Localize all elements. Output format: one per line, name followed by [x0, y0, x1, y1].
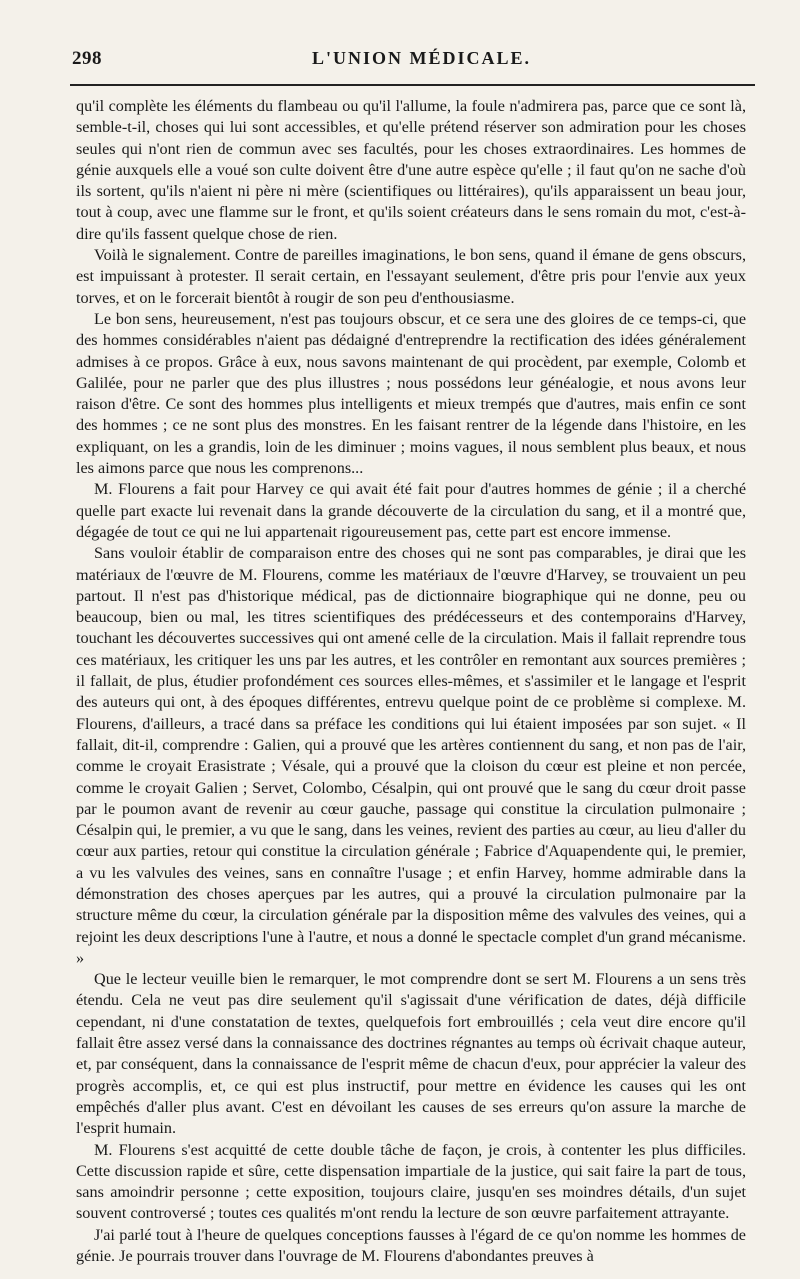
running-title: L'UNION MÉDICALE. [312, 48, 532, 68]
paragraph: Que le lecteur veuille bien le remarquer, le mot comprendre dont se sert M. Flourens a un sens très étendu. Cela ne veut pas dire seulement qu'il s'agissait d'une vérification de dates, déjà difficile cependant, ni d'une constatation de textes, quelquefois fort embrouillés ; cela veut dire encore qu'il fallait être assez versé dans la connaissance des doctrines régnantes au temps où écrivait chaque auteur, et, par conséquent, dans la connaissance de l'esprit même de chacun d'eux, pour apprécier la valeur des progrès accomplis, et, ce qui est plus instructif, pour mettre en évidence les causes qui les ont empêchés d'aller plus avant. C'est en dévoilant les causes de ses erreurs qu'on assure la marche de l'esprit humain. [76, 970, 746, 1138]
paragraph: Voilà le signalement. Contre de pareilles imaginations, le bon sens, quand il émane de gens obscurs, est impuissant à protester. Il serait certain, en l'essayant seulement, d'être pris pour l'envie aux yeux torves, et on le forcerait bientôt à rougir de son peu d'enthousiasme. [76, 246, 746, 307]
paragraph: Sans vouloir établir de comparaison entre des choses qui ne sont pas comparables, je dirai que les matériaux de l'œuvre de M. Flourens, comme les matériaux de l'œuvre d'Harvey, se trouvaient un peu partout. Il n'est pas d'historique médical, pas de dictionnaire biographique qui ne donne, peu ou beaucoup, bien ou mal, les titres scientifiques des prédécesseurs et des contemporains d'Harvey, touchant les découvertes successives qui ont amené celle de la circulation. Mais il fallait reprendre tous ces matériaux, les critiquer les uns par les autres, et les contrôler en remontant aux sources premières ; il fallait, de plus, étudier profondément ces sources elles-mêmes, et s'assimiler et le langage et l'esprit des auteurs qui ont, à des époques différentes, entrevu quelque point de ce problème si complexe. M. Flourens, d'ailleurs, a tracé dans sa préface les conditions qui lui étaient imposées par son sujet. « Il fallait, dit-il, comprendre : Galien, qui a prouvé que les artères contiennent du sang, et non pas de l'air, comme le croyait Erasistrate ; Vésale, qui a prouvé que la cloison du cœur est pleine et non percée, comme le croyait Galien ; Servet, Colombo, Césalpin, qui ont prouvé que le sang du cœur droit passe par le poumon avant de revenir au cœur gauche, passage qui constitue la circulation pulmonaire ; Césalpin qui, le premier, a vu que le sang, dans les veines, revient des parties au cœur, au lieu d'aller du cœur aux parties, retour qui constitue la circulation générale ; Fabrice d'Aquapendente qui, le premier, a vu les valvules des veines, sans en connaître l'usage ; et enfin Harvey, homme admirable dans la démonstration des choses aperçues par les autres, qui a prouvé la circulation pulmonaire par la structure même du cœur, la circulation générale par la disposition même des valvules des veines, qui a rejoint les deux descriptions l'une à l'autre, et nous a donné le spectacle complet d'un grand mécanisme. » [76, 544, 746, 967]
paragraph: M. Flourens a fait pour Harvey ce qui avait été fait pour d'autres hommes de génie ; il a cherché quelle part exacte lui revenait dans la grande découverte de la circulation du sang, et il a montré que, dégagée de tout ce qui ne lui appartenait rigoureusement pas, cette part est encore immense. [76, 480, 746, 541]
paragraph: M. Flourens s'est acquitté de cette double tâche de façon, je crois, à contenter les plus difficiles. Cette discussion rapide et sûre, cette dispensation impartiale de la justice, qui sait faire la part de tous, sans amoindrir personne ; cette exposition, toujours claire, jusqu'en ses moindres détails, d'un sujet souvent controversé ; toutes ces qualités m'ont rendu la lecture de son œuvre parfaitement attrayante. [76, 1140, 746, 1223]
paragraph: qu'il complète les éléments du flambeau ou qu'il l'allume, la foule n'admirera pas, parce que ce sont là, semble-t-il, choses qui lui sont accessibles, et qu'elle prétend réserver son admiration pour les choses seules qui n'ont rien de commun avec ses facultés, pour les choses extraordinaires. Les hommes de génie auxquels elle a voué son culte doivent être d'une autre espèce qu'elle ; il faut qu'on ne sache d'où ils sortent, qu'ils n'aient ni père ni mère (scientifiques ou littéraires), qu'ils apparaissent un beau jour, tout à coup, avec une flamme sur le front, et qu'ils soient créateurs dans le sens romain du mot, c'est-à-dire qu'ils fassent quelque chose de rien. [76, 97, 746, 243]
body-text [76, 96, 746, 1267]
paragraph: Le bon sens, heureusement, n'est pas toujours obscur, et ce sera une des gloires de ce temps-ci, que des hommes considérables n'aient pas dédaigné d'entreprendre la rectification des idées généralement admises à ce propos. Grâce à eux, nous savons maintenant de qui procèdent, par exemple, Colomb et Galilée, pour ne parler que des plus illustres ; nous possédons leur généalogie, et nous avons leur raison d'être. Ce sont des hommes plus intelligents et mieux trempés que d'autres, mais enfin ce sont des hommes ; ce ne sont plus des monstres. En les faisant rentrer de la légende dans l'histoire, en les expliquant, on les a grandis, loin de les diminuer ; moins vagues, il nous semblent plus beaux, et nous les aimons parce que nous les comprenons... [76, 309, 746, 478]
page-number: 298 [72, 48, 102, 69]
page-header [72, 48, 752, 76]
paragraph: J'ai parlé tout à l'heure de quelques conceptions fausses à l'égard de ce qu'on nomme les hommes de génie. Je pourrais trouver dans l'ouvrage de M. Flourens d'abondantes preuves à [76, 1225, 746, 1266]
header-rule [70, 84, 755, 86]
